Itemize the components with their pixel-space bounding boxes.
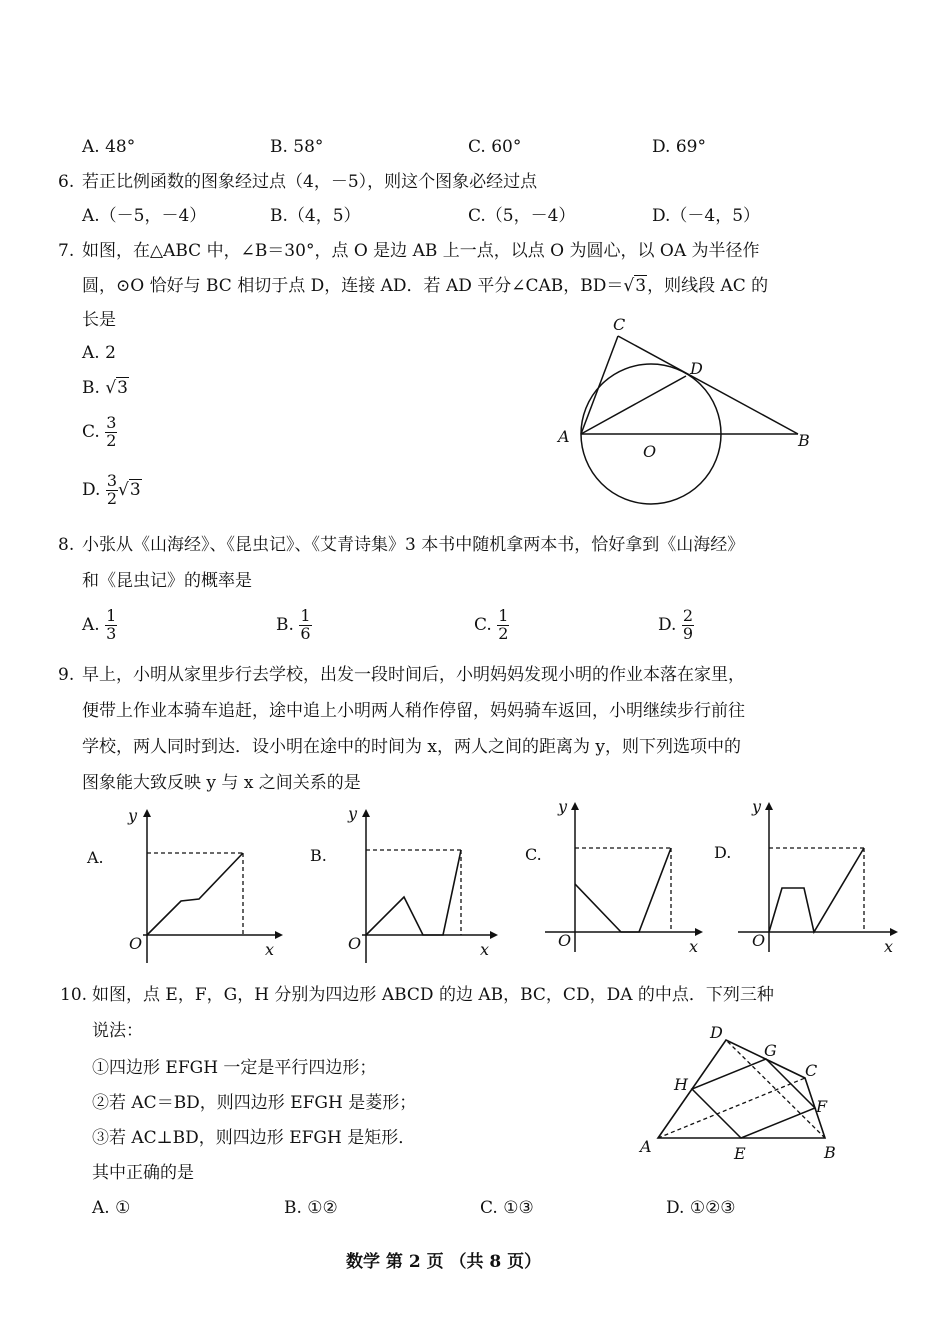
q7-option-a-value: 2: [105, 343, 116, 363]
q7-label-c: C: [613, 315, 626, 334]
q7-number: 7.: [58, 241, 75, 261]
q9-graph-a-letter: A.: [87, 848, 104, 867]
q9-graph-a-origin: O: [129, 934, 143, 953]
q7-option-c-fraction: [105, 415, 117, 450]
q10-figure: [630, 1020, 850, 1170]
q10-line1: 如图，点 E，F，G，H 分别为四边形 ABCD 的边 AB，BC，CD，DA 的中点．下列三种: [92, 985, 774, 1005]
q7-line1: 如图，在△ABC 中，∠B＝30°，点 O 是边 AB 上一点，以点 O 为圆心，以 OA 为半径作: [82, 241, 760, 261]
q7-option-d-radical: √3: [118, 479, 141, 500]
q9-graph-d-curve: [769, 848, 864, 932]
q10-statement-3: ③若 AC⊥BD，则四边形 EFGH 是矩形．: [92, 1128, 416, 1148]
q9-line1: 早上，小明从家里步行去学校，出发一段时间后，小明妈妈发现小明的作业本落在家里，: [82, 665, 745, 685]
q7-option-a-letter: A.: [82, 343, 100, 363]
q7-option-b-letter: B.: [82, 378, 100, 398]
q8-line1: 小张从《山海经》、《昆虫记》、《艾青诗集》3 本书中随机拿两本书，恰好拿到《山海经》: [82, 535, 745, 555]
q7-option-c-numerator: 3: [106, 413, 117, 432]
q9-graph-d-x-label: x: [884, 937, 894, 956]
q10-label-h: H: [674, 1075, 688, 1094]
q10-line2: 说法：: [92, 1021, 143, 1041]
q5-option-d: D. 69°: [652, 137, 706, 157]
q9-graph-c-letter: C.: [525, 845, 542, 864]
q8-number: 8.: [58, 535, 75, 555]
q7-figure: [550, 310, 820, 515]
q7-label-o: O: [643, 442, 657, 461]
q9-graph-b-letter: B.: [310, 846, 327, 865]
q10-option-b: B. ①②: [284, 1198, 338, 1218]
q7-option-d: [82, 473, 142, 508]
q7-option-d-denominator: 2: [106, 488, 118, 508]
q7-segment-cb: [618, 336, 798, 434]
q5-option-b: B. 58°: [270, 137, 324, 157]
q10-label-g: G: [764, 1041, 777, 1060]
q10-label-a: A: [640, 1137, 652, 1156]
q9-number: 9.: [58, 665, 75, 685]
q9-graph-c-origin: O: [558, 931, 572, 950]
q9-graph-a-x-label: x: [265, 940, 275, 959]
q8-option-b-fraction: [299, 608, 311, 643]
q10-statement-2: ②若 AC＝BD，则四边形 EFGH 是菱形；: [92, 1093, 417, 1113]
q7-option-c: [82, 415, 117, 450]
q9-graph-b-x-arrow-icon: [490, 931, 498, 939]
q10-label-f: F: [816, 1097, 828, 1116]
q8-option-a-fraction: [105, 608, 117, 643]
q8-option-b-letter: B.: [276, 614, 294, 635]
q10-label-e: E: [734, 1144, 746, 1163]
q8-option-d-fraction: [682, 608, 694, 643]
q6-number: 6.: [58, 172, 75, 192]
q9-graph-a-curve: [147, 853, 243, 935]
q9-graph-b-curve: [366, 850, 461, 935]
q10-option-a: A. ①: [92, 1198, 131, 1218]
q7-option-d-letter: D.: [82, 479, 101, 500]
q5-option-c: C. 60°: [468, 137, 522, 157]
q6-option-a: A.（－5，－4）: [82, 206, 207, 226]
q9-graph-a-y-label: y: [128, 806, 138, 825]
q9-graph-a: [85, 805, 285, 965]
q7-option-d-radicand: 3: [129, 479, 141, 500]
q8-option-c: [474, 608, 509, 643]
page-footer: 数学 第 2 页 （共 8 页）: [346, 1252, 542, 1272]
q8-option-a-letter: A.: [82, 614, 100, 635]
q9-line4: 图象能大致反映 y 与 x 之间关系的是: [82, 773, 361, 793]
q9-graph-b-x-label: x: [480, 940, 490, 959]
q7-segment-ca: [581, 336, 618, 434]
q8-option-d: [658, 608, 694, 643]
q9-graph-d-y-label: y: [752, 797, 762, 816]
q7-line3: 长是: [82, 310, 116, 330]
q5-option-a: A. 48°: [82, 137, 136, 157]
q9-line2: 便带上作业本骑车追赶，途中追上小明两人稍作停留，妈妈骑车返回，小明继续步行前往: [82, 701, 745, 721]
q10-option-c: C. ①③: [480, 1198, 534, 1218]
q10-option-d: D. ①②③: [666, 1198, 736, 1218]
q7-option-b-radical: √3: [105, 378, 128, 398]
q9-graph-b-y-arrow-icon: [362, 809, 370, 817]
q8-option-d-denominator: 9: [682, 623, 694, 643]
q8-option-b-denominator: 6: [300, 623, 311, 643]
q8-option-a-denominator: 3: [106, 623, 117, 643]
q7-option-d-numerator: 3: [106, 471, 118, 490]
q8-option-d-numerator: 2: [682, 606, 694, 625]
q8-option-a: [82, 608, 117, 643]
q9-graph-c-curve: [575, 848, 671, 932]
q7-segment-ad: [581, 376, 686, 434]
q8-option-d-letter: D.: [658, 614, 677, 635]
q7-sqrt3: √3: [623, 276, 647, 296]
q7-label-d: D: [690, 359, 703, 378]
q10-label-c: C: [805, 1061, 818, 1080]
q9-graph-d-origin: O: [752, 931, 766, 950]
q7-label-a: A: [558, 427, 570, 446]
q10-number: 10.: [60, 985, 88, 1005]
q10-quadrilateral-efgh: [692, 1059, 818, 1138]
q10-label-b: B: [824, 1143, 836, 1162]
q7-sqrt3-value: 3: [635, 276, 647, 296]
q7-line2: [82, 278, 768, 295]
q9-graph-d-letter: D.: [714, 843, 732, 862]
q8-option-c-numerator: 1: [498, 606, 509, 625]
q9-graph-d: [712, 797, 912, 960]
q10-label-d: D: [710, 1023, 723, 1042]
q8-option-b: [276, 608, 312, 643]
q6-option-b: B.（4，5）: [270, 206, 361, 226]
q7-option-b-radicand: 3: [117, 378, 128, 398]
q8-option-c-denominator: 2: [498, 623, 509, 643]
q8-option-b-numerator: 1: [300, 606, 311, 625]
q7-label-b: B: [798, 431, 810, 450]
q6-stem: 若正比例函数的图象经过点（4，－5），则这个图象必经过点: [82, 172, 538, 192]
q9-graph-b-y-label: y: [348, 804, 358, 823]
q8-option-a-numerator: 1: [106, 606, 117, 625]
q10-ask: 其中正确的是: [92, 1163, 194, 1183]
q7-option-b: [82, 380, 129, 397]
q9-graph-c-y-label: y: [558, 797, 568, 816]
q8-option-c-fraction: [497, 608, 509, 643]
q9-graph-c: [525, 797, 715, 960]
q9-graph-b: [308, 805, 508, 965]
q9-graph-d-y-arrow-icon: [765, 802, 773, 810]
q7-option-a: [82, 345, 116, 362]
q10-statement-1: ①四边形 EFGH 一定是平行四边形；: [92, 1058, 377, 1078]
q7-option-d-fraction: [106, 473, 118, 508]
q7-option-c-letter: C.: [82, 421, 100, 442]
q8-option-c-letter: C.: [474, 614, 492, 635]
q9-graph-c-y-arrow-icon: [571, 802, 579, 810]
q6-option-c: C.（5，－4）: [468, 206, 576, 226]
q7-line2b: ，则线段 AC 的: [647, 276, 769, 296]
q9-graph-c-x-arrow-icon: [695, 928, 703, 936]
q9-graph-b-origin: O: [348, 934, 362, 953]
q6-option-d: D.（－4，5）: [652, 206, 761, 226]
q9-graph-a-x-arrow-icon: [275, 931, 283, 939]
q9-graph-d-x-arrow-icon: [890, 928, 898, 936]
q9-graph-a-y-arrow-icon: [143, 809, 151, 817]
q9-line3: 学校，两人同时到达．设小明在途中的时间为 x，两人之间的距离为 y，则下列选项中的: [82, 737, 741, 757]
q7-option-c-denominator: 2: [106, 430, 117, 450]
q9-graph-c-x-label: x: [689, 937, 699, 956]
q8-line2: 和《昆虫记》的概率是: [82, 571, 252, 591]
q7-line2a: 圆，⊙O 恰好与 BC 相切于点 D，连接 AD．若 AD 平分∠CAB，BD＝: [82, 276, 624, 296]
